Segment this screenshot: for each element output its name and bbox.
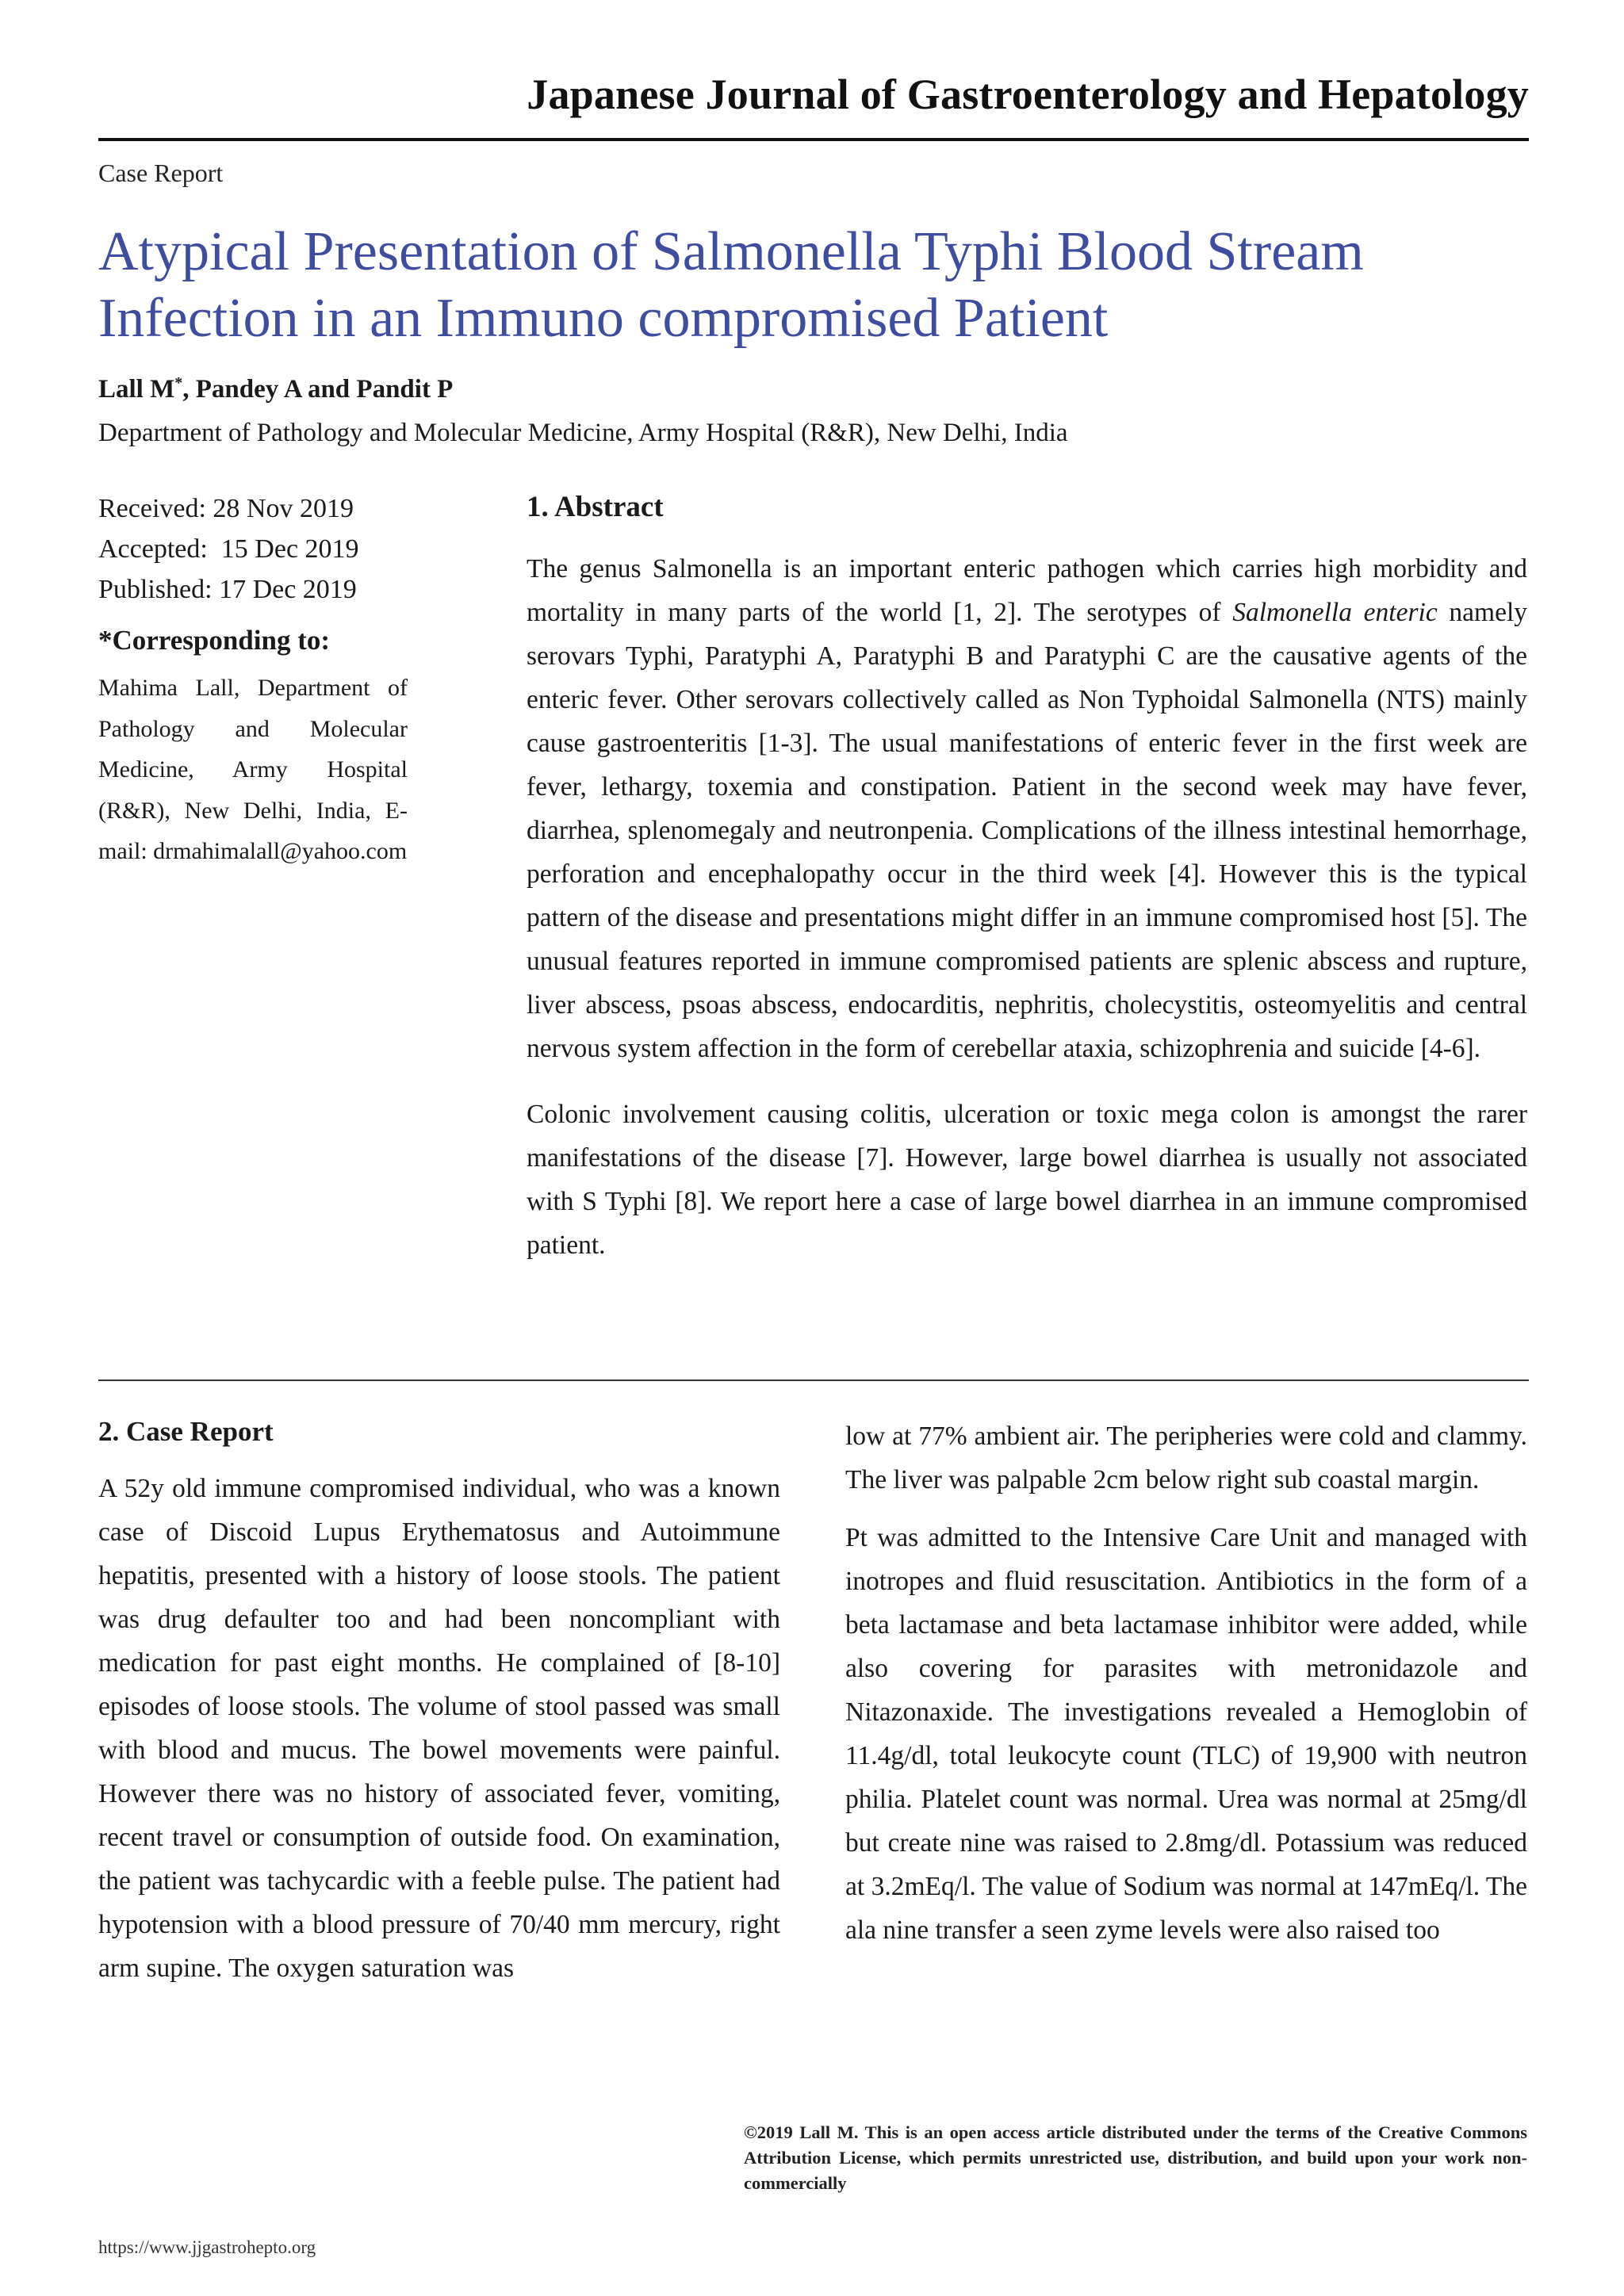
publication-dates — [98, 488, 359, 610]
case-report-paragraph-1: A 52y old immune compromised individual, who was a known case of Discoid Lupus Erythematosus and Autoimmune hepatitis, presented with a history of loose stools. The patient was drug defaulter too and had been noncompliant with medication for past eight months. He complained of [8-10] episodes of loose stools. The volume of stool passed was small with blood and mucus. The bowel movements were painful. However there was no history of associated fever, vomiting, recent travel or consumption of outside food. On examination, the patient was tachycardic with a feeble pulse. The patient had hypotension with a blood pressure of 70/40 mm mercury, right arm supine. The oxygen saturation was — [98, 1474, 780, 1983]
license-notice: ©2019 Lall M. This is an open access article distributed under the terms of the Creative Commons Attribution License, which permits unrestricted use, distribution, and build upon your work non-commercially — [744, 2122, 1527, 2193]
abstract-body — [527, 547, 1527, 1289]
abstract-p1-end: namely serovars Typhi, Paratyphi A, Paratyphi B and Paratyphi C are the causative agents of the enteric fever. Other serovars collectively called as Non Typhoidal Salmonella (NTS) mainly cause gastroenteritis [1-3]. The usual manifestations of enteric fever in the first week are fever, lethargy, toxemia and constipation. Patient in the second week may have fever, diarrhea, splenomegaly and neutronpenia. Complications of the illness intestinal hemorrhage, perforation and encephalopathy occur in the third week [4]. However this is the typical pattern of the disease and presentations might differ in an immune compromised host [5]. The unusual features reported in immune compromised patients are splenic abscess and rupture, liver abscess, psoas abscess, endocarditis, nephritis, cholecystitis, osteomyelitis and central nervous system affection in the form of cerebellar ataxia, schizophrenia and suicide [4-6]. — [527, 598, 1528, 1063]
case-report-heading: 2. Case Report — [98, 1416, 274, 1447]
affiliation: Department of Pathology and Molecular Medicine, Army Hospital (R&R), New Delhi, India — [98, 419, 1068, 447]
correspondence-heading: *Corresponding to: — [98, 625, 331, 656]
abstract-paragraph-1 — [527, 547, 1527, 1070]
accepted-date: Accepted: 15 Dec 2019 — [98, 534, 359, 564]
footer-url[interactable]: https://www.jjgastrohepto.org — [98, 2237, 316, 2257]
abstract-p1-start: The genus Salmonella is an important enteric pathogen which carries high morbidity and mortality in many parts of the world [1, 2]. The serotypes of — [527, 554, 1527, 627]
journal-title: Japanese Journal of Gastroenterology and Hepatology — [527, 71, 1529, 118]
abstract-p1-italic: Salmonella enteric — [1232, 598, 1438, 627]
author-primary: Lall M — [98, 375, 175, 404]
section-rule — [98, 1380, 1529, 1381]
correspondence-text: Mahima Lall, Department of Pathology and Molecular Medicine, Army Hospital (R&R), New Delhi, India, E-mail: drmahimalall@yahoo.com — [98, 675, 408, 864]
authors — [98, 374, 453, 404]
article-type: Case Report — [98, 159, 224, 187]
case-report-right-column — [845, 1414, 1527, 1966]
published-date: Published: 17 Dec 2019 — [98, 575, 357, 604]
case-report-paragraph-3: Pt was admitted to the Intensive Care Unit and managed with inotropes and fluid resuscitation. Antibiotics in the form of a beta lactamase and beta lactamase inhibitor were added, while also covering for parasites with metronidazole and Nitazonaxide. The investigations revealed a Hemoglobin of 11.4g/dl, total leukocyte count (TLC) of 19,900 with neutron philia. Platelet count was normal. Urea was normal at 25mg/dl but create nine was raised to 2.8mg/dl. Potassium was reduced at 3.2mEq/l. The value of Sodium was normal at 147mEq/l. The ala nine transfer a seen zyme levels were also raised too — [845, 1523, 1527, 1945]
abstract-heading: 1. Abstract — [527, 491, 664, 523]
case-report-left-column — [98, 1414, 780, 2004]
author-others: , Pandey A and Pandit P — [182, 375, 454, 404]
author-marker: * — [174, 374, 183, 392]
article-title: Atypical Presentation of Salmonella Typhi Blood Stream Infection in an Immuno compromised Patient — [98, 221, 1364, 349]
received-date: Received: 28 Nov 2019 — [98, 494, 354, 523]
case-report-paragraph-2: low at 77% ambient air. The peripheries were cold and clammy. The liver was palpable 2cm below right sub coastal margin. — [845, 1422, 1527, 1494]
header-rule — [98, 138, 1529, 141]
abstract-paragraph-2: Colonic involvement causing colitis, ulceration or toxic mega colon is amongst the rarer manifestations of the disease [7]. However, large bowel diarrhea is usually not associated with S Typhi [8]. We report here a case of large bowel diarrhea in an immune compromised patient. — [527, 1100, 1527, 1260]
